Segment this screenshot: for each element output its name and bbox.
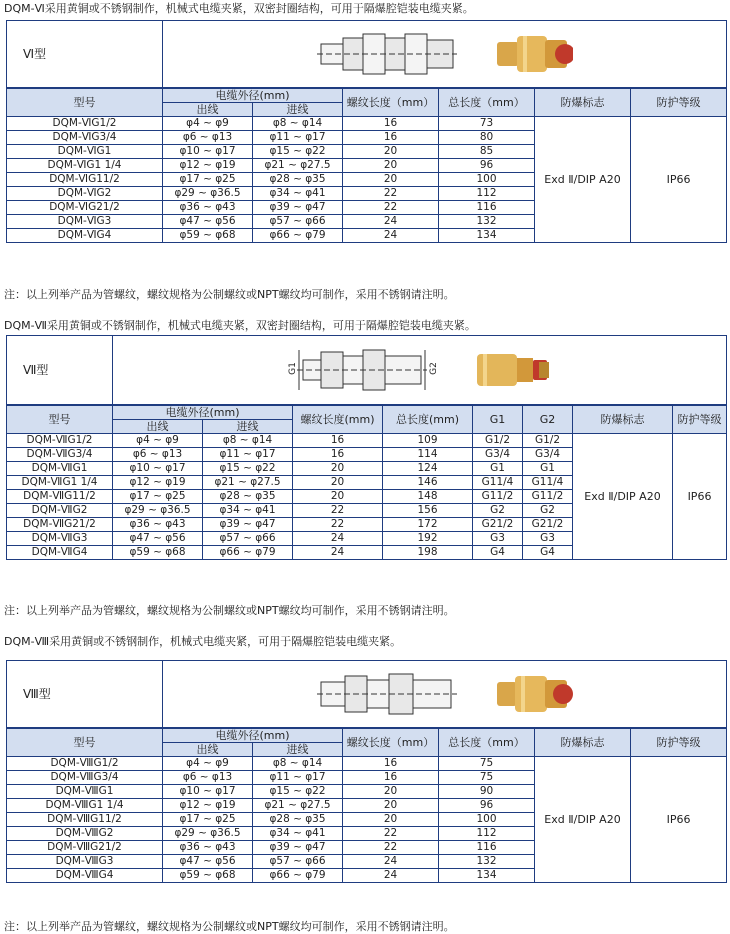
cell-total: 96 [439,159,535,173]
header-ex-mark: 防爆标志 [535,728,631,757]
header-g1: G1 [473,405,523,434]
ip-grade-value: IP66 [631,117,727,243]
brass-gland-photo-icon [493,28,573,80]
cell-in: φ66 ~ φ79 [253,869,343,883]
cell-out: φ6 ~ φ13 [163,771,253,785]
cell-total: 75 [439,771,535,785]
cell-thread: 16 [343,757,439,771]
cell-thread: 16 [343,131,439,145]
header-model: 型号 [7,405,113,434]
header-outer-dia: 电缆外径(mm) [113,405,293,420]
header-in-line: 进线 [203,420,293,434]
dim-label-g2: G2 [428,362,439,375]
cell-g2: G21/2 [523,518,573,532]
cell-thread: 24 [293,532,383,546]
header-total-len: 总长度（mm） [439,88,535,117]
ip-grade-value: IP66 [631,757,727,883]
cell-model: DQM-ⅧG21/2 [7,841,163,855]
cell-model: DQM-ⅧG4 [7,869,163,883]
cell-thread: 20 [343,813,439,827]
cell-model: DQM-ⅥG3 [7,215,163,229]
cell-model: DQM-ⅦG1 [7,462,113,476]
cell-thread: 22 [293,518,383,532]
cell-in: φ34 ~ φ41 [203,504,293,518]
cell-thread: 20 [293,476,383,490]
cell-g1: G1 [473,462,523,476]
cell-model: DQM-ⅥG1 [7,145,163,159]
cell-g1: G1/2 [473,434,523,448]
cell-thread: 22 [343,201,439,215]
cell-out: φ10 ~ φ17 [113,462,203,476]
cell-g2: G11/4 [523,476,573,490]
cell-in: φ66 ~ φ79 [203,546,293,560]
cell-g2: G4 [523,546,573,560]
cell-total: 75 [439,757,535,771]
cell-g1: G11/4 [473,476,523,490]
cell-out: φ10 ~ φ17 [163,785,253,799]
cell-in: φ8 ~ φ14 [253,117,343,131]
ex-mark-value: Exd Ⅱ/DIP A20 [535,757,631,883]
cell-model: DQM-ⅦG2 [7,504,113,518]
cell-thread: 20 [343,785,439,799]
cell-in: φ8 ~ φ14 [253,757,343,771]
cell-model: DQM-ⅧG1 1/4 [7,799,163,813]
cell-in: φ57 ~ φ66 [253,215,343,229]
header-in-line: 进线 [253,103,343,117]
cell-g2: G1/2 [523,434,573,448]
cell-g1: G2 [473,504,523,518]
cell-total: 96 [439,799,535,813]
cell-in: φ39 ~ φ47 [253,201,343,215]
cell-thread: 20 [293,462,383,476]
cell-model: DQM-ⅥG1 1/4 [7,159,163,173]
section1-type-title: Ⅵ型 [7,21,163,89]
cell-total: 112 [439,187,535,201]
cell-total: 198 [383,546,473,560]
cell-thread: 20 [343,159,439,173]
header-ip-grade: 防护等级 [631,728,727,757]
cell-thread: 16 [343,117,439,131]
fitting-drawing-icon [317,26,457,82]
cell-model: DQM-ⅧG3/4 [7,771,163,785]
cell-model: DQM-ⅥG3/4 [7,131,163,145]
cell-in: φ11 ~ φ17 [203,448,293,462]
cell-g1: G4 [473,546,523,560]
cell-g2: G11/2 [523,490,573,504]
cell-total: 116 [439,201,535,215]
cell-g2: G1 [523,462,573,476]
header-model: 型号 [7,88,163,117]
cell-total: 90 [439,785,535,799]
dim-label-g1: G1 [287,362,298,375]
cell-out: φ10 ~ φ17 [163,145,253,159]
cell-in: φ57 ~ φ66 [203,532,293,546]
cell-model: DQM-ⅥG11/2 [7,173,163,187]
cell-thread: 22 [343,841,439,855]
fitting-drawing-icon [287,340,437,400]
header-thread-len: 螺纹长度（mm） [343,728,439,757]
cell-total: 172 [383,518,473,532]
cell-total: 146 [383,476,473,490]
header-out-line: 出线 [113,420,203,434]
cell-out: φ29 ~ φ36.5 [113,504,203,518]
cell-thread: 24 [343,855,439,869]
cell-out: φ4 ~ φ9 [113,434,203,448]
cell-in: φ21 ~ φ27.5 [203,476,293,490]
header-total-len: 总长度（mm） [439,728,535,757]
brass-gland-photo-icon [473,344,553,396]
ip-grade-value: IP66 [673,434,727,560]
section3-type-title: Ⅷ型 [7,661,163,729]
cell-out: φ6 ~ φ13 [113,448,203,462]
cell-thread: 24 [343,229,439,243]
header-thread-len: 螺纹长度（mm） [343,88,439,117]
cell-total: 73 [439,117,535,131]
section1-intro: DQM-Ⅵ采用黄铜或不锈钢制作，机械式电缆夹紧，双密封圈结构，可用于隔爆腔铠装电缆夹紧。 [4,2,474,15]
cell-in: φ15 ~ φ22 [253,785,343,799]
cell-in: φ21 ~ φ27.5 [253,799,343,813]
section3-picture-cell [163,661,727,729]
cell-thread: 20 [343,799,439,813]
header-model: 型号 [7,728,163,757]
cell-out: φ59 ~ φ68 [163,229,253,243]
cell-g1: G3 [473,532,523,546]
cell-in: φ34 ~ φ41 [253,187,343,201]
cell-model: DQM-ⅦG11/2 [7,490,113,504]
cell-out: φ4 ~ φ9 [163,117,253,131]
cell-out: φ47 ~ φ56 [163,855,253,869]
cell-total: 134 [439,229,535,243]
table-row [7,434,727,448]
table-row [7,757,727,771]
cell-out: φ59 ~ φ68 [113,546,203,560]
header-g2: G2 [523,405,573,434]
section3-table [6,660,727,883]
cell-in: φ28 ~ φ35 [253,813,343,827]
cell-model: DQM-ⅥG1/2 [7,117,163,131]
section3-note: 注：以上列举产品为管螺纹，螺纹规格为公制螺纹或NPT螺纹均可制作，采用不锈钢请注明。 [4,920,455,933]
header-ex-mark: 防爆标志 [573,405,673,434]
header-out-line: 出线 [163,103,253,117]
cell-thread: 22 [293,504,383,518]
section3-intro: DQM-Ⅷ采用黄铜或不锈钢制作，机械式电缆夹紧，可用于隔爆腔铠装电缆夹紧。 [4,635,402,648]
cell-model: DQM-ⅦG1 1/4 [7,476,113,490]
header-outer-dia: 电缆外径(mm) [163,88,343,103]
section1-table [6,20,727,243]
cell-total: 109 [383,434,473,448]
section1-note: 注：以上列举产品为管螺纹，螺纹规格为公制螺纹或NPT螺纹均可制作，采用不锈钢请注明。 [4,288,455,301]
cell-out: φ36 ~ φ43 [113,518,203,532]
cell-out: φ59 ~ φ68 [163,869,253,883]
header-outer-dia: 电缆外径(mm) [163,728,343,743]
cell-total: 124 [383,462,473,476]
cell-in: φ57 ~ φ66 [253,855,343,869]
cell-thread: 16 [293,434,383,448]
cell-thread: 20 [343,173,439,187]
cell-g2: G2 [523,504,573,518]
cell-model: DQM-ⅥG21/2 [7,201,163,215]
cell-out: φ36 ~ φ43 [163,841,253,855]
cell-total: 192 [383,532,473,546]
cell-model: DQM-ⅥG2 [7,187,163,201]
cell-total: 112 [439,827,535,841]
cell-thread: 20 [343,145,439,159]
cell-thread: 20 [293,490,383,504]
cell-out: φ4 ~ φ9 [163,757,253,771]
cell-in: φ28 ~ φ35 [253,173,343,187]
cell-total: 148 [383,490,473,504]
cell-model: DQM-ⅧG2 [7,827,163,841]
cell-model: DQM-ⅧG1/2 [7,757,163,771]
ex-mark-value: Exd Ⅱ/DIP A20 [573,434,673,560]
cell-model: DQM-ⅧG3 [7,855,163,869]
cell-in: φ39 ~ φ47 [253,841,343,855]
cell-in: φ11 ~ φ17 [253,771,343,785]
cell-g2: G3/4 [523,448,573,462]
section2-table [6,335,727,560]
cell-out: φ12 ~ φ19 [113,476,203,490]
cell-total: 132 [439,855,535,869]
cell-out: φ29 ~ φ36.5 [163,827,253,841]
cell-model: DQM-ⅦG3/4 [7,448,113,462]
cell-total: 156 [383,504,473,518]
cell-thread: 16 [343,771,439,785]
cell-in: φ28 ~ φ35 [203,490,293,504]
ex-mark-value: Exd Ⅱ/DIP A20 [535,117,631,243]
cell-model: DQM-ⅧG11/2 [7,813,163,827]
section2-intro: DQM-Ⅶ采用黄铜或不锈钢制作，机械式电缆夹紧，双密封圈结构，可用于隔爆腔铠装电缆夹紧。 [4,319,476,332]
cell-thread: 16 [293,448,383,462]
header-in-line: 进线 [253,743,343,757]
cell-in: φ15 ~ φ22 [253,145,343,159]
cell-thread: 24 [343,869,439,883]
cell-in: φ34 ~ φ41 [253,827,343,841]
cell-g1: G21/2 [473,518,523,532]
cell-total: 100 [439,813,535,827]
cell-in: φ8 ~ φ14 [203,434,293,448]
cell-in: φ39 ~ φ47 [203,518,293,532]
cell-model: DQM-ⅧG1 [7,785,163,799]
cell-out: φ29 ~ φ36.5 [163,187,253,201]
cell-out: φ47 ~ φ56 [113,532,203,546]
cell-out: φ36 ~ φ43 [163,201,253,215]
header-out-line: 出线 [163,743,253,757]
section2-note: 注：以上列举产品为管螺纹，螺纹规格为公制螺纹或NPT螺纹均可制作，采用不锈钢请注明。 [4,604,455,617]
cell-model: DQM-ⅦG4 [7,546,113,560]
cell-thread: 22 [343,827,439,841]
cell-total: 114 [383,448,473,462]
header-ip-grade: 防护等级 [673,405,727,434]
cell-model: DQM-ⅦG3 [7,532,113,546]
fitting-drawing-icon [317,666,457,722]
cell-in: φ66 ~ φ79 [253,229,343,243]
cell-thread: 24 [343,215,439,229]
cell-out: φ17 ~ φ25 [163,173,253,187]
cell-g1: G3/4 [473,448,523,462]
cell-thread: 22 [343,187,439,201]
section1-picture-cell [163,21,727,89]
cell-out: φ12 ~ φ19 [163,159,253,173]
cell-out: φ12 ~ φ19 [163,799,253,813]
cell-total: 100 [439,173,535,187]
cell-total: 80 [439,131,535,145]
cell-out: φ17 ~ φ25 [113,490,203,504]
section2-picture-cell [113,336,727,406]
header-ex-mark: 防爆标志 [535,88,631,117]
cell-model: DQM-ⅥG4 [7,229,163,243]
cell-in: φ15 ~ φ22 [203,462,293,476]
cell-total: 132 [439,215,535,229]
cell-in: φ11 ~ φ17 [253,131,343,145]
header-total-len: 总长度(mm) [383,405,473,434]
cell-g1: G11/2 [473,490,523,504]
cell-out: φ17 ~ φ25 [163,813,253,827]
brass-gland-photo-icon [493,668,573,720]
cell-total: 134 [439,869,535,883]
header-ip-grade: 防护等级 [631,88,727,117]
section2-type-title: Ⅶ型 [7,336,113,406]
cell-total: 85 [439,145,535,159]
header-thread-len: 螺纹长度(mm) [293,405,383,434]
cell-in: φ21 ~ φ27.5 [253,159,343,173]
cell-model: DQM-ⅦG21/2 [7,518,113,532]
cell-model: DQM-ⅦG1/2 [7,434,113,448]
table-row [7,117,727,131]
cell-g2: G3 [523,532,573,546]
cell-out: φ47 ~ φ56 [163,215,253,229]
cell-out: φ6 ~ φ13 [163,131,253,145]
cell-thread: 24 [293,546,383,560]
cell-total: 116 [439,841,535,855]
